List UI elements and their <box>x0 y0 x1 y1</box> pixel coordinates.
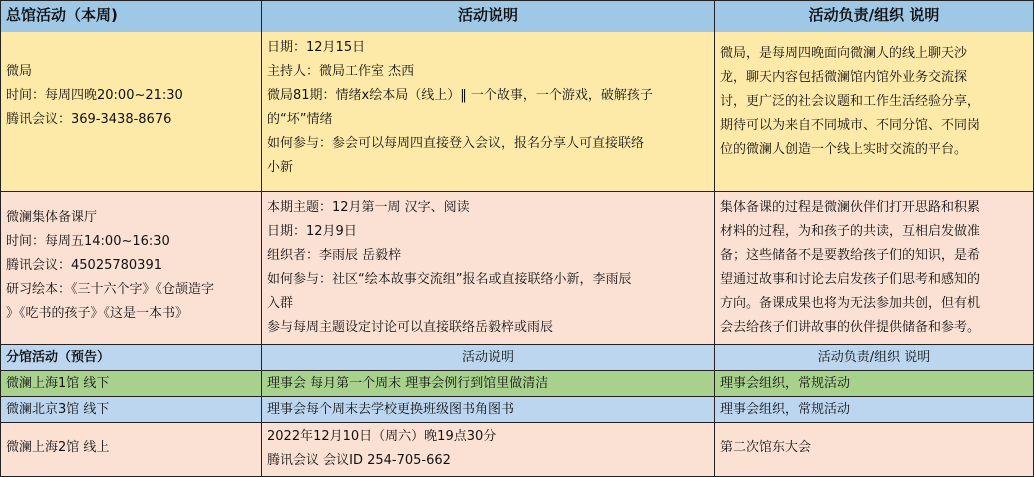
branch-header-row <box>0 345 1034 371</box>
main-header-row <box>0 0 1034 33</box>
weiju-time: 时间：每周四晚20:00~21:30 <box>6 88 183 103</box>
beijing3-title-cell[interactable]: 微澜北京3馆 线下 <box>0 397 262 423</box>
beike-row <box>0 192 1034 345</box>
shanghai2-datetime: 2022年12月10日（周六）晚19点30分 <box>267 429 497 444</box>
header-branch-organizer: 活动负责/组织 说明 <box>715 345 1034 371</box>
header-activity-description: 活动说明 <box>262 1 715 33</box>
weiju-host: 主持人：微局工作室 杰西 <box>267 64 415 79</box>
beike-org-line-3: 备；这些储备不是要教给孩子们的知识，是希 <box>720 248 981 263</box>
beike-date: 日期：12月9日 <box>267 224 357 239</box>
weiju-description-cell[interactable] <box>262 32 715 192</box>
weiju-org-line-4: 期待可以为来自不同城市、不同分馆、不同岗 <box>720 118 981 133</box>
weiju-date: 日期：12月15日 <box>267 40 366 55</box>
beike-meeting-id: 腾讯会议：45025780391 <box>6 258 162 273</box>
header-organizer: 活动负责/组织 说明 <box>715 1 1034 33</box>
weiju-org-line-1: 微局，是每周四晚面向微澜人的线上聊天沙 <box>720 46 968 61</box>
header-main-activities: 总馆活动（本周) <box>0 1 262 33</box>
beike-theme: 本期主题：12月第一周 汉字、阅读 <box>267 200 470 215</box>
weiju-howto-cont: 小新 <box>267 160 294 175</box>
shanghai1-organizer-cell[interactable]: 理事会组织，常规活动 <box>715 371 1034 397</box>
shanghai1-description-cell[interactable]: 理事会 每月第一个周末 理事会例行到馆里做清洁 <box>262 371 715 397</box>
weiju-episode-cont: 的“坏”情绪 <box>267 112 333 127</box>
beike-discussion: 参与每周主题设定讨论可以直接联络岳毅梓或雨辰 <box>267 320 554 335</box>
beike-time: 时间：每周五14:00~16:30 <box>6 234 170 249</box>
weiju-meeting-id: 腾讯会议：369-3438-8676 <box>6 112 172 127</box>
beijing3-row <box>0 397 1034 423</box>
weiju-row <box>0 32 1034 192</box>
beike-name: 微澜集体备课厅 <box>6 210 98 225</box>
beike-org-line-6: 会去给孩子们讲故事的伙伴提供储备和参考。 <box>720 320 981 335</box>
weiju-name: 微局 <box>6 64 33 79</box>
beike-howto: 如何参与：社区“绘本故事交流组”报名或直接联络小新，李雨辰 <box>267 272 632 287</box>
beike-description-cell[interactable] <box>262 192 715 345</box>
weiju-howto: 如何参与：参会可以每周四直接登入会议，报名分享人可直接联络 <box>267 136 645 151</box>
beike-org-line-1: 集体备课的过程是微澜伙伴们打开思路和积累 <box>720 200 981 215</box>
header-branch-activities: 分馆活动（预告） <box>0 345 262 371</box>
beike-title-cell[interactable] <box>0 192 262 345</box>
shanghai2-title-cell[interactable]: 微澜上海2馆 线上 <box>0 423 262 477</box>
shanghai1-row <box>0 371 1034 397</box>
shanghai2-meeting-id: 腾讯会议 会议ID 254-705-662 <box>267 453 451 468</box>
weiju-org-line-2: 龙，聊天内容包括微澜馆内馆外业务交流探 <box>720 70 968 85</box>
beike-organizer-cell[interactable] <box>715 192 1034 345</box>
shanghai2-organizer-cell[interactable]: 第二次馆东大会 <box>715 423 1034 477</box>
shanghai2-row <box>0 423 1034 477</box>
beijing3-description-cell[interactable]: 理事会每个周末去学校更换班级图书角图书 <box>262 397 715 423</box>
beike-organizers: 组织者：李雨辰 岳毅梓 <box>267 248 402 263</box>
shanghai2-description-cell[interactable] <box>262 423 715 477</box>
beike-books: 研习绘本：《三十六个字》《仓颉造字 <box>6 282 215 297</box>
beike-howto-cont: 入群 <box>267 296 294 311</box>
weiju-title-cell[interactable] <box>0 32 262 192</box>
beijing3-organizer-cell[interactable]: 理事会组织，常规活动 <box>715 397 1034 423</box>
beike-books-cont: 》《吃书的孩子》《这是一本书》 <box>6 306 189 321</box>
weiju-episode: 微局81期：情绪x绘本局（线上）‖ 一个故事，一个游戏，破解孩子 <box>267 88 653 103</box>
shanghai1-title-cell[interactable]: 微澜上海1馆 线下 <box>0 371 262 397</box>
weiju-org-line-5: 位的微澜人创造一个线上实时交流的平台。 <box>720 142 968 157</box>
weiju-organizer-cell[interactable] <box>715 32 1034 192</box>
beike-org-line-4: 望通过故事和讨论去启发孩子们思考和感知的 <box>720 272 981 287</box>
beike-org-line-2: 材料的过程，为和孩子的共读，互相启发做准 <box>720 224 981 239</box>
weiju-org-line-3: 讨，更广泛的社会议题和工作生活经验分享， <box>720 94 981 109</box>
beike-org-line-5: 方向。备课成果也将为无法参加共创，但有机 <box>720 296 981 311</box>
header-branch-description: 活动说明 <box>262 345 715 371</box>
